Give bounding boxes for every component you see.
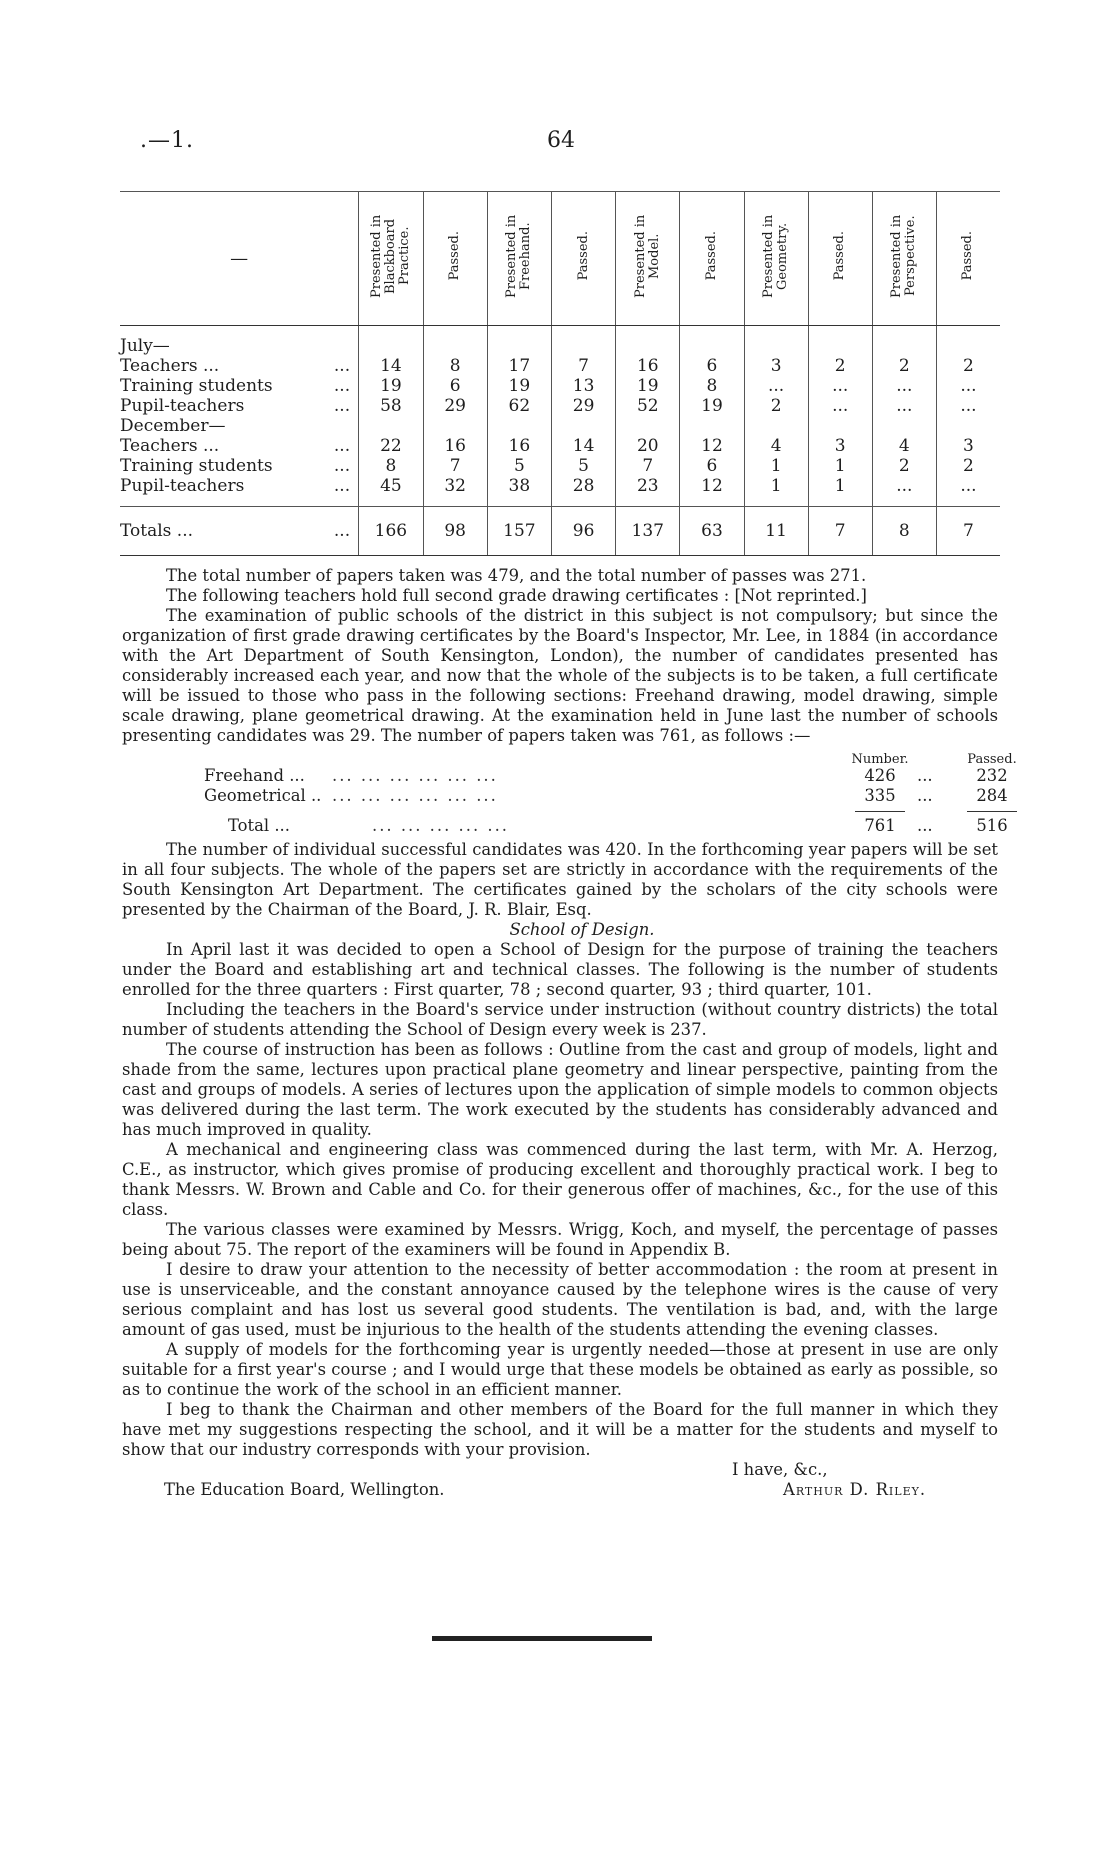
- table-cell: 62: [487, 396, 551, 416]
- sub-row: Freehand ... ... ... ... ... ... ... 426 ... 232: [204, 766, 1008, 785]
- col-header: Presented in Perspective.: [872, 192, 936, 326]
- table-cell: 14: [359, 356, 424, 376]
- total-cell: 96: [552, 507, 616, 556]
- col-header: Presented in Model.: [616, 192, 680, 326]
- paragraph: The following teachers hold full second grade drawing certificates : [Not reprinted.]: [166, 586, 867, 605]
- table-cell: 19: [680, 396, 744, 416]
- paragraph: I beg to thank the Chairman and other members of the Board for the full manner in which they have met my suggestions respecting the school, and it will be a matter for the students and myself to show that our industry corresponds with your provision.: [122, 1400, 998, 1459]
- table-cell: 29: [423, 396, 487, 416]
- table-cell: 4: [744, 436, 808, 456]
- table-cell: ...: [936, 376, 1000, 396]
- table-cell: 1: [808, 456, 872, 476]
- page-number: 64: [547, 128, 575, 153]
- table-row: Teachers ... ... 14 8 17 7 16 6 3 2 2 2: [120, 356, 1000, 376]
- end-rule: [432, 1636, 652, 1641]
- table-cell: 1: [808, 476, 872, 496]
- col-header: Passed.: [808, 192, 872, 326]
- papers-summary-table: [122, 746, 1017, 840]
- signature-block: [122, 1460, 998, 1504]
- table-cell: 28: [552, 476, 616, 496]
- paragraph: The examination of public schools of the district in this subject is not compulsory; but since the organization of first grade drawing certificates by the Board's Inspector, Mr. Lee, in 1884 (in accordance with the Art Department of South Kensington, London), the number of candidates presented has considerably increased each year, and now that the whole of the subjects is to be taken, a full certificate will be issued to those who pass in the following sections: Freehand drawing, model drawing, simple scale drawing, plane geometrical drawing. At the examination held in June last the number of schools presenting candidates was 29. The number of papers taken was 761, as follows :—: [122, 606, 998, 745]
- table-cell: 2: [872, 456, 936, 476]
- drawing-examination-table: [120, 192, 1000, 556]
- section-title: School of Design.: [509, 920, 655, 939]
- col-header: Passed.: [423, 192, 487, 326]
- table-cell: 7: [423, 456, 487, 476]
- table-cell: 5: [552, 456, 616, 476]
- table-cell: 6: [680, 456, 744, 476]
- sub-total-row: Total ... ... ... ... ... ... 761 ... 516: [228, 816, 1008, 835]
- table-cell: 3: [808, 436, 872, 456]
- paragraph: The number of individual successful candidates was 420. In the forthcoming year papers will be set in all four subjects. The whole of the papers set are strictly in accordance with the requirements of the South Kensington Art Department. The certificates gained by the scholars of the city schools were presented by the Chairman of the Board, J. R. Blair, Esq.: [122, 840, 998, 919]
- table-cell: 19: [487, 376, 551, 396]
- signature: Arthur D. Riley.: [783, 1480, 927, 1499]
- table-cell: ...: [808, 396, 872, 416]
- table-cell: 6: [680, 356, 744, 376]
- table-cell: 14: [552, 436, 616, 456]
- table-cell: 8: [359, 456, 424, 476]
- total-cell: 63: [680, 507, 744, 556]
- col-header: Presented in Freehand.: [487, 192, 551, 326]
- table-cell: 17: [487, 356, 551, 376]
- col-header: Presented in Geometry.: [744, 192, 808, 326]
- paragraph: I desire to draw your attention to the necessity of better accommodation : the room at present in use is unserviceable, and the constant annoyance caused by the telephone wires is the cause of very serious complaint and has lost us several good students. The ventilation is bad, and, with the large amount of gas used, must be injurious to the health of the students attending the evening classes.: [122, 1260, 998, 1339]
- totals-row: Totals ... ... 166 98 157 96 137 63 11 7 8 7: [120, 507, 1000, 556]
- table-cell: 1: [744, 456, 808, 476]
- group-header-row: December—: [120, 416, 1000, 436]
- table-cell: 2: [744, 396, 808, 416]
- table-cell: ...: [872, 396, 936, 416]
- stub-header: —: [120, 192, 359, 326]
- table-cell: ...: [872, 476, 936, 496]
- table-cell: ...: [936, 396, 1000, 416]
- table-cell: ...: [744, 376, 808, 396]
- total-cell: 137: [616, 507, 680, 556]
- table-cell: 1: [744, 476, 808, 496]
- table-cell: 58: [359, 396, 424, 416]
- table-cell: 38: [487, 476, 551, 496]
- table-cell: 23: [616, 476, 680, 496]
- table-cell: 3: [744, 356, 808, 376]
- table-cell: 45: [359, 476, 424, 496]
- total-cell: 11: [744, 507, 808, 556]
- sum-rule: [967, 811, 1017, 812]
- table-cell: 2: [872, 356, 936, 376]
- total-cell: 8: [872, 507, 936, 556]
- table-cell: 20: [616, 436, 680, 456]
- table-cell: 19: [616, 376, 680, 396]
- table-cell: 12: [680, 476, 744, 496]
- table-cell: 6: [423, 376, 487, 396]
- addressee: The Education Board, Wellington.: [164, 1480, 445, 1499]
- paragraph: A supply of models for the forthcoming year is urgently needed—those at present in use are only suitable for a first year's course ; and I would urge that these models be obtained as early as possible, so as to continue the work of the school in an efficient manner.: [122, 1340, 998, 1399]
- table-cell: 52: [616, 396, 680, 416]
- table-cell: 8: [423, 356, 487, 376]
- paragraph: Including the teachers in the Board's service under instruction (without country districts) the total number of students attending the School of Design every week is 237.: [122, 1000, 998, 1039]
- table-cell: 7: [616, 456, 680, 476]
- table-cell: 32: [423, 476, 487, 496]
- table-cell: ...: [936, 476, 1000, 496]
- group-header-row: July—: [120, 326, 1000, 357]
- sub-header-number: Number.: [851, 752, 909, 767]
- table-cell: 2: [808, 356, 872, 376]
- paragraph: The course of instruction has been as follows : Outline from the cast and group of models, light and shade from the same, lectures upon practical plane geometry and linear perspective, painting from the cast and groups of models. A series of lectures upon the application of simple models to common objects was delivered during the last term. The work executed by the students has considerably advanced and has much improved in quality.: [122, 1040, 998, 1139]
- paragraph: The various classes were examined by Messrs. Wrigg, Koch, and myself, the percentage of passes being about 75. The report of the examiners will be found in Appendix B.: [122, 1220, 998, 1259]
- sub-row: Geometrical .. ... ... ... ... ... ... 335 ... 284: [204, 786, 1008, 805]
- table-cell: ...: [808, 376, 872, 396]
- table-cell: 22: [359, 436, 424, 456]
- table-cell: 8: [680, 376, 744, 396]
- page-reference: .—1.: [140, 128, 194, 153]
- table-cell: 3: [936, 436, 1000, 456]
- table-cell: 7: [552, 356, 616, 376]
- table-cell: 13: [552, 376, 616, 396]
- total-cell: 166: [359, 507, 424, 556]
- table-row: Training students ... 19 6 19 13 19 8 ... ... ... ...: [120, 376, 1000, 396]
- table-cell: ...: [872, 376, 936, 396]
- table-cell: 2: [936, 356, 1000, 376]
- table-row: Teachers ... ... 22 16 16 14 20 12 4 3 4 3: [120, 436, 1000, 456]
- table-cell: 16: [423, 436, 487, 456]
- table-cell: 2: [936, 456, 1000, 476]
- sub-header-passed: Passed.: [967, 752, 1017, 767]
- col-header: Passed.: [680, 192, 744, 326]
- col-header: Passed.: [936, 192, 1000, 326]
- sum-rule: [855, 811, 905, 812]
- table-cell: 5: [487, 456, 551, 476]
- table-cell: 29: [552, 396, 616, 416]
- table-cell: 4: [872, 436, 936, 456]
- total-cell: 98: [423, 507, 487, 556]
- paragraph: In April last it was decided to open a School of Design for the purpose of training the teachers under the Board and establishing art and technical classes. The following is the number of students enrolled for the three quarters : First quarter, 78 ; second quarter, 93 ; third quarter, 101.: [122, 940, 998, 999]
- total-cell: 7: [808, 507, 872, 556]
- total-cell: 7: [936, 507, 1000, 556]
- paragraph: The total number of papers taken was 479, and the total number of passes was 271.: [166, 566, 867, 585]
- report-body: [122, 566, 1017, 1504]
- total-cell: 157: [487, 507, 551, 556]
- table-row: Pupil-teachers ... 45 32 38 28 23 12 1 1 ... ...: [120, 476, 1000, 496]
- col-header: Presented in Blackboard Practice.: [359, 192, 424, 326]
- table-cell: 16: [487, 436, 551, 456]
- paragraph: A mechanical and engineering class was commenced during the last term, with Mr. A. Herzog, C.E., as instructor, which gives promise of producing excellent and thoroughly practical work. I beg to thank Messrs. W. Brown and Cable and Co. for their generous offer of machines, &c., for the use of this class.: [122, 1140, 998, 1219]
- table-row: Training students ... 8 7 5 5 7 6 1 1 2 2: [120, 456, 1000, 476]
- table-cell: 19: [359, 376, 424, 396]
- col-header: Passed.: [552, 192, 616, 326]
- table-cell: 12: [680, 436, 744, 456]
- table-row: Pupil-teachers ... 58 29 62 29 52 19 2 ... ... ...: [120, 396, 1000, 416]
- table-cell: 16: [616, 356, 680, 376]
- closing: I have, &c.,: [732, 1460, 828, 1479]
